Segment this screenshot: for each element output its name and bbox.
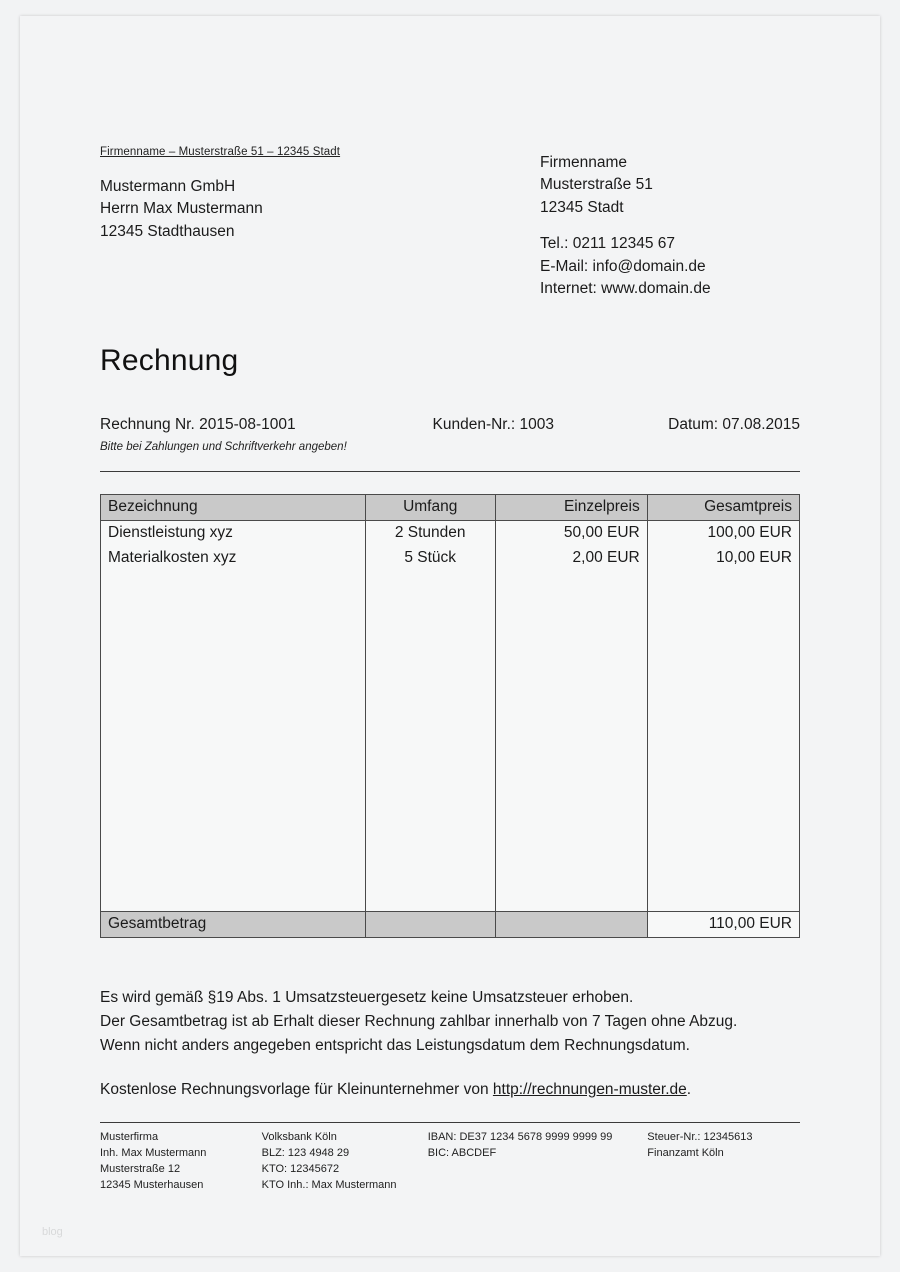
company-city: 12345 Stadt	[540, 198, 624, 216]
footer-tax-column	[647, 1130, 800, 1194]
cell-total-price: 10,00 EUR	[647, 546, 799, 571]
table-row	[101, 520, 800, 545]
footer-bic: BIC: ABCDEF	[427, 1147, 497, 1160]
footer-company-name: Musterfirma	[100, 1131, 159, 1144]
recipient-city: 12345 Stadthausen	[100, 222, 235, 240]
footer-bank-kto-owner: KTO Inh.: Max Mustermann	[261, 1179, 397, 1192]
filler-cell-amount	[365, 571, 495, 912]
invoice-sheet	[20, 16, 880, 1256]
column-header-amount: Umfang	[365, 495, 495, 521]
sender-return-address: Firmenname – Musterstraße 51 – 12345 Stadt	[100, 146, 341, 158]
cell-unit-price: 50,00 EUR	[495, 520, 647, 545]
table-body	[101, 520, 800, 911]
cell-unit-price: 2,00 EUR	[495, 546, 647, 571]
footer-columns	[100, 1130, 800, 1194]
company-email: E-Mail: info@domain.de	[540, 257, 706, 275]
total-empty-amount	[365, 911, 495, 937]
invoice-date: Datum: 07.08.2015	[668, 416, 800, 433]
column-header-unit-price: Einzelpreis	[495, 495, 647, 521]
cell-description: Dienstleistung xyz	[101, 520, 366, 545]
company-website: Internet: www.domain.de	[540, 280, 711, 298]
company-address-block	[540, 152, 800, 301]
invoice-meta-note: Bitte bei Zahlungen und Schriftverkehr angeben!	[100, 441, 347, 453]
company-name: Firmenname	[540, 154, 627, 171]
notes-gap	[100, 1058, 800, 1078]
page-footer	[100, 1122, 800, 1194]
cell-total-price: 100,00 EUR	[647, 520, 799, 545]
table-header	[101, 495, 800, 521]
cell-amount: 2 Stunden	[365, 520, 495, 545]
recipient-person: Herrn Max Mustermann	[100, 200, 263, 218]
total-empty-unit	[495, 911, 647, 937]
letter-head	[100, 146, 800, 306]
total-row	[101, 911, 800, 937]
company-street: Musterstraße 51	[540, 176, 653, 194]
footer-bank-name: Volksbank Köln	[261, 1131, 337, 1144]
footer-company-column	[100, 1130, 262, 1194]
table-filler-row	[101, 571, 800, 912]
column-header-description: Bezeichnung	[101, 495, 366, 521]
footer-bank-kto: KTO: 12345672	[261, 1163, 340, 1176]
promo-link[interactable]: http://rechnungen-muster.de	[492, 1080, 687, 1098]
note-line-3: Wenn nicht anders angegeben entspricht das Leistungsdatum dem Rechnungsdatum.	[100, 1036, 690, 1054]
column-header-total-price: Gesamtpreis	[647, 495, 799, 521]
footer-tax-office: Finanzamt Köln	[647, 1147, 724, 1160]
company-phone: Tel.: 0211 12345 67	[540, 235, 676, 253]
footer-tax-number: Steuer-Nr.: 12345613	[647, 1131, 753, 1144]
table-footer	[101, 911, 800, 937]
filler-cell-description	[101, 571, 366, 912]
table-header-row	[101, 495, 800, 521]
footer-iban: IBAN: DE37 1234 5678 9999 9999 99	[427, 1131, 613, 1144]
footer-divider	[100, 1122, 800, 1123]
footer-company-street: Musterstraße 12	[100, 1163, 181, 1176]
footer-company-city: 12345 Musterhausen	[100, 1179, 204, 1192]
invoice-number: Rechnung Nr. 2015-08-1001	[100, 416, 296, 433]
cell-amount: 5 Stück	[365, 546, 495, 571]
page-title: Rechnung	[100, 344, 239, 377]
filler-cell-total-price	[647, 571, 799, 912]
note-line-2: Der Gesamtbetrag ist ab Erhalt dieser Rechnung zahlbar innerhalb von 7 Tagen ohne Abzug.	[100, 1012, 738, 1030]
watermark-label: blog	[42, 1226, 63, 1238]
table-row	[101, 546, 800, 571]
total-value: 110,00 EUR	[647, 911, 799, 937]
total-label: Gesamtbetrag	[101, 911, 366, 937]
footer-iban-column	[428, 1130, 648, 1194]
invoice-notes	[100, 986, 800, 1102]
invoice-meta-row	[100, 416, 800, 434]
note-line-1: Es wird gemäß §19 Abs. 1 Umsatzsteuergesetz keine Umsatzsteuer erhoben.	[100, 988, 634, 1006]
promo-suffix: .	[686, 1080, 692, 1098]
footer-bank-column	[262, 1130, 428, 1194]
recipient-company: Mustermann GmbH	[100, 178, 236, 195]
line-items-table	[100, 494, 800, 938]
footer-bank-blz: BLZ: 123 4948 29	[261, 1147, 350, 1160]
promo-line	[100, 1078, 800, 1102]
invoice-content	[100, 146, 800, 1102]
cell-description: Materialkosten xyz	[101, 546, 366, 571]
header-divider	[100, 471, 800, 472]
customer-number: Kunden-Nr.: 1003	[432, 416, 555, 433]
footer-company-owner: Inh. Max Mustermann	[100, 1147, 207, 1160]
company-spacer	[540, 219, 800, 233]
promo-prefix: Kostenlose Rechnungsvorlage für Kleinunternehmer von	[100, 1080, 493, 1098]
filler-cell-unit-price	[495, 571, 647, 912]
